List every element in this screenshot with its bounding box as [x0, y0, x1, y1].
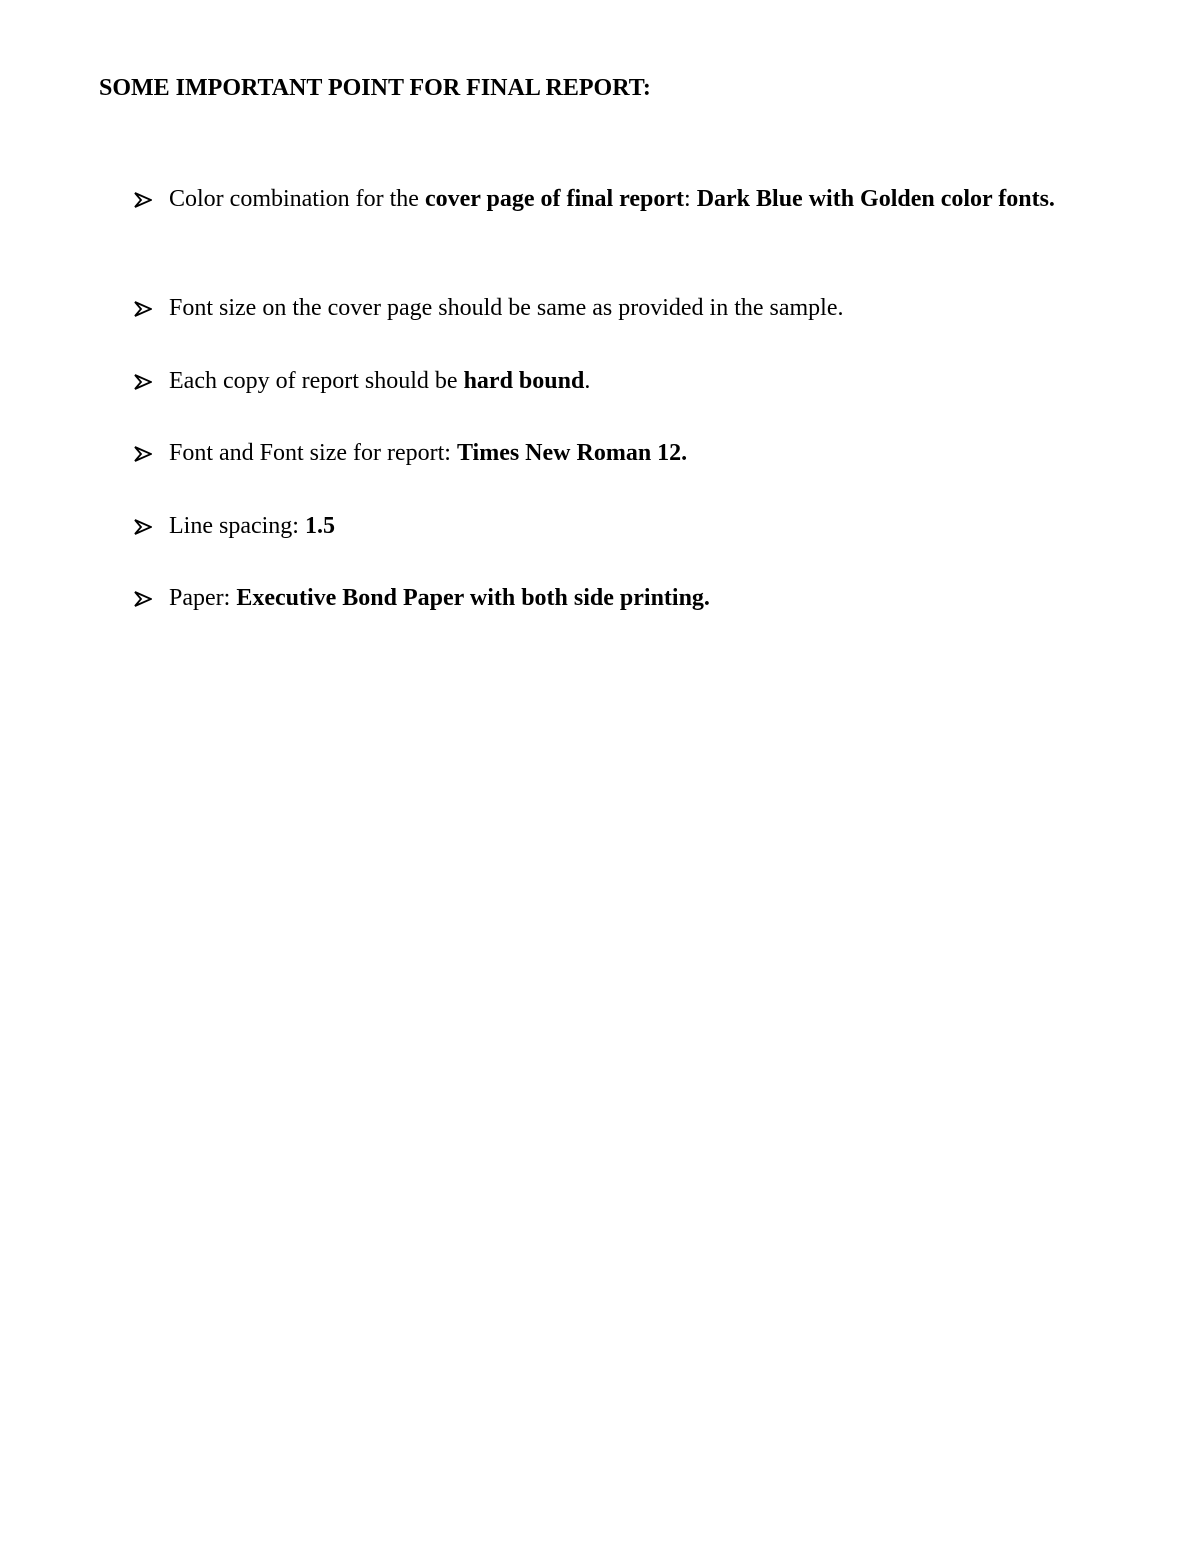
bullet-text-bold: 1.5	[304, 513, 335, 539]
bullet-item-line-spacing	[134, 508, 1124, 545]
bullet-text	[169, 508, 1124, 545]
bullet-text-regular: :	[684, 186, 697, 212]
bullet-item-report-font	[134, 435, 1124, 472]
bullet-text-regular: Font and Font size for report:	[169, 440, 457, 466]
bullet-text-regular: .	[584, 368, 591, 394]
bullet-text	[169, 363, 1124, 400]
bullet-item-cover-colors	[134, 181, 1124, 218]
bullet-item-cover-font-size	[134, 290, 1124, 327]
arrowhead-bullet-icon	[134, 363, 156, 400]
bullet-text-bold: Times New Roman 12.	[456, 440, 688, 466]
bullet-text-regular: Each copy of report should be	[169, 368, 464, 394]
arrowhead-bullet-icon	[134, 290, 156, 327]
bullet-text	[169, 435, 1124, 472]
bullet-text-regular: Font size on the cover page should be same as provided in the sample.	[169, 295, 844, 321]
bullet-item-paper	[134, 580, 1124, 617]
bullet-text-regular: Color combination for the	[169, 186, 425, 212]
arrowhead-bullet-icon	[134, 435, 156, 472]
bullet-text-bold: cover page of final report	[424, 186, 685, 212]
bullet-text-bold: hard bound	[463, 368, 585, 394]
bullet-text-regular: Paper:	[169, 585, 237, 611]
bullet-text	[169, 290, 1124, 327]
bullet-text	[169, 580, 1124, 617]
arrowhead-bullet-icon	[134, 580, 156, 617]
arrowhead-bullet-icon	[134, 508, 156, 545]
bullet-text	[169, 181, 1124, 218]
arrowhead-bullet-icon	[134, 181, 156, 218]
bullet-text-bold: Dark Blue with Golden color fonts.	[696, 186, 1055, 212]
document-heading: SOME IMPORTANT POINT FOR FINAL REPORT:	[99, 75, 651, 101]
bullet-item-binding	[134, 363, 1124, 400]
bullet-text-bold: Executive Bond Paper with both side printing.	[236, 585, 710, 611]
bullet-text-regular: Line spacing:	[169, 513, 305, 539]
